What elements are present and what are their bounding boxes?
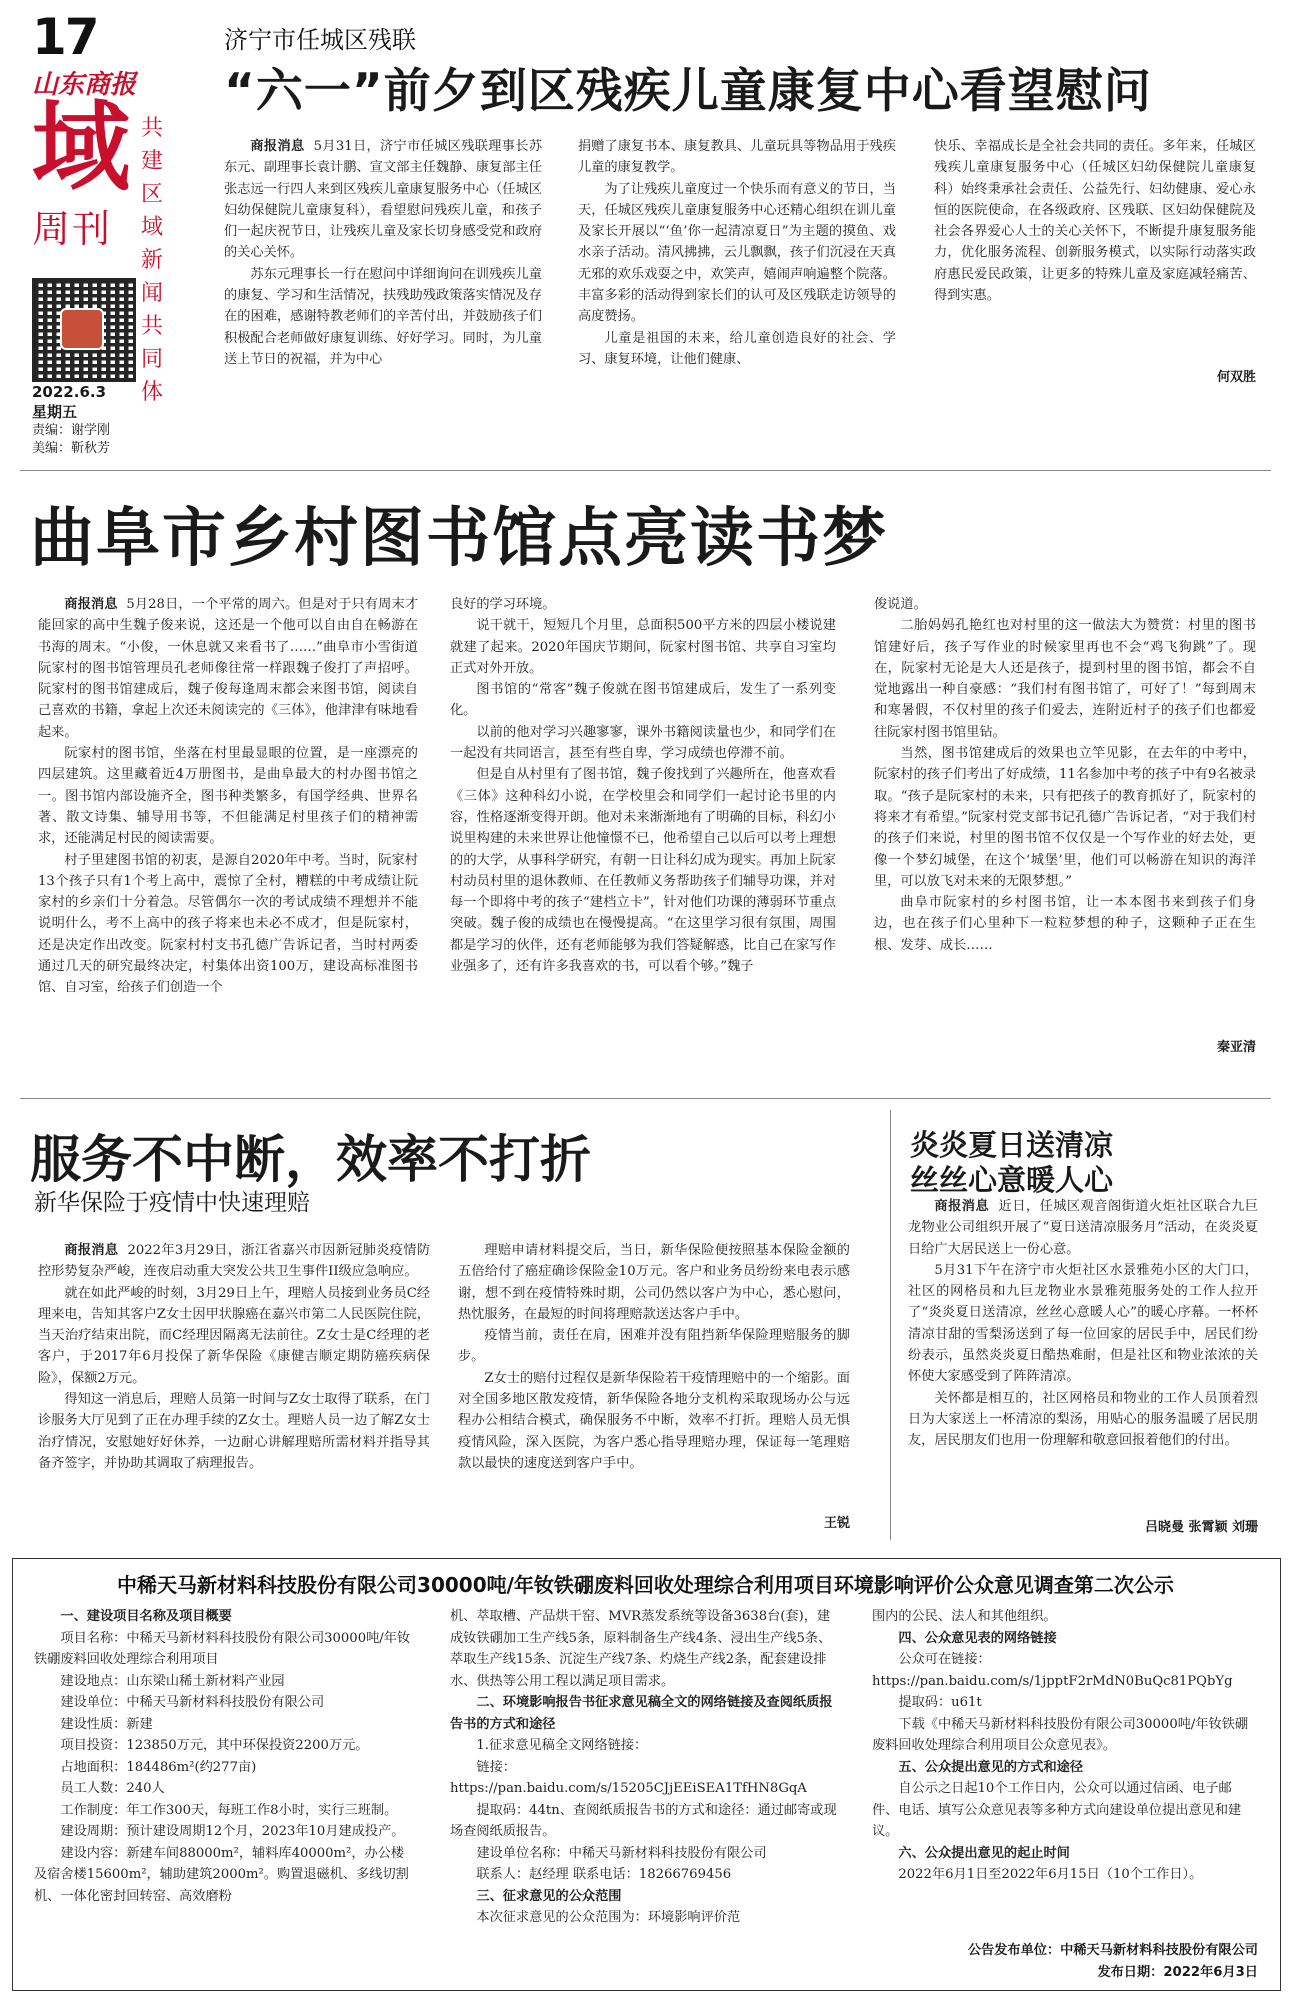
article3-para: 就在如此严峻的时刻，3月29日上午，理赔人员接到业务员C经理来电，告知其客户Z女士因甲状腺癌在嘉兴市第二人民医院住院，当天治疗结束出院，而C经理因隔离无法前往。Z女士是C经理的老客户，于2017年6月投保了新华保险《康健吉顺定期防癌疾病保险》，保额2万元。 xyxy=(38,1285,430,1386)
article2-para: 二胎妈妈孔艳红也对村里的这一做法大为赞赏：村里的图书馆建好后，孩子写作业的时候家里再也不会“鸡飞狗跳”了。现在，阮家村无论是大人还是孩子，提到村里的图书馆，都会不自觉地露出一种自豪感：“我们村有图书馆了，可好了！”每到周末和寒暑假，不仅村里的孩子们爱去，连附近村子的孩子们也都爱往阮家村图书馆里钻。 xyxy=(874,618,1256,740)
article2-para: 俊说道。 xyxy=(874,597,927,612)
notice-para: 建设内容：新建车间88000m²，辅料库40000m²，办公楼及宿舍楼15600m²，辅助建筑2000m²。购置退磁机、多线切割机、一体化密封回转窑、高效磨粉 xyxy=(34,1845,409,1904)
article4-para: 关怀都是相互的，社区网格员和物业的工作人员顶着烈日为大家送上一杯清凉的梨汤，用贴心的服务温暖了居民朋友，居民朋友们也用一份理解和敬意回报着他们的付出。 xyxy=(908,1390,1258,1449)
para-text: 近日，任城区观音阁街道火炬社区联合九巨龙物业公司组织开展了“夏日送清凉服务月”活动，在炎炎夏日给广大居民送上一份心意。 xyxy=(908,1199,1259,1257)
notice-publish-date: 发布日期：2022年6月3日 xyxy=(1097,1965,1258,1980)
article2-para: 良好的学习环境。 xyxy=(450,597,556,612)
article2-para: 村子里建图书馆的初衷，是源自2020年中考。当时，阮家村13个孩子只有1个考上高中，震惊了全村，糟糕的中考成绩让阮家村的乡亲们十分着急。尽管偶尔一次的考试成绩不理想并不能说明什么，考不上高中的孩子将来也未必不成才，但是阮家村，还是决定作出改变。阮家村村支书孔德广告诉记者，当时村两委通过几天的研究最终决定，村集体出资100万，建设高标准图书馆、自习室，给孩子们创造一个 xyxy=(38,852,418,996)
article2-para: 说干就干，短短几个月里，总面积500平方米的四层小楼说建就建了起来。2020年国庆节期间，阮家村图书馆、共享自习室均正式对外开放。 xyxy=(450,618,836,676)
para-text: 5月28日，一个平常的周六。但是对于只有周末才能回家的高中生魏子俊来说，这还是一个他可以自由自在畅游在书海的周末。“小俊，一休息就又来看书了……”曲阜市小雪街道阮家村的图书馆管理员孔老师像往常一样跟魏子俊打了声招呼。阮家村的图书馆建成后，魏子俊每逢周末都会来图书馆，阅读自己喜欢的书籍，拿起上次还未阅读完的《三体》，他津津有味地看起来。 xyxy=(38,597,419,740)
notice-section-heading: 三、征求意见的公众范围 xyxy=(476,1888,622,1904)
article1-headline[interactable]: “六一”前夕到区残疾儿童康复中心看望慰问 xyxy=(224,64,1152,119)
notice-para: 项目投资：123850万元，其中环保投资2200万元。 xyxy=(60,1738,369,1753)
article2-para: 以前的他对学习兴趣寥寥，课外书籍阅读量也少，和同学们在一起没有共同语言，甚至有些自卑，学习成绩也停滞不前。 xyxy=(450,724,836,762)
notice-title[interactable]: 中稀天马新材料科技股份有限公司30000吨/年钕铁硼废料回收处理综合利用项目环境影响评价公众意见调查第二次公示 xyxy=(117,1573,1174,1597)
paper-name: 山东商报 xyxy=(32,70,137,100)
notice-publisher: 公告发布单位：中稀天马新材料科技股份有限公司 xyxy=(967,1943,1258,1958)
article3-para: 疫情当前，责任在肩，困难并没有阻挡新华保险理赔服务的脚步。 xyxy=(458,1328,850,1365)
notice-para: 员工人数：240人 xyxy=(60,1781,165,1796)
article2-para xyxy=(38,594,418,743)
article1-para: 苏东元理事长一行在慰问中详细询问在训残疾儿童的康复、学习和生活情况，扶残助残政策落实情况及存在的困难，感谢特教老师们的辛苦付出，并鼓励孩子们积极配合老师做好康复训练、好好学习。同时，为儿童送上节日的祝福，并为中心 xyxy=(224,266,542,367)
article1-para xyxy=(224,136,542,264)
article2-headline[interactable]: 曲阜市乡村图书馆点亮读书梦 xyxy=(30,502,888,576)
article3-headline[interactable]: 服务不中断，效率不打折 xyxy=(30,1131,592,1190)
notice-col2 xyxy=(450,1606,840,1929)
article1-col1 xyxy=(224,136,542,370)
notice-para: 2022年6月1日至2022年6月15日（10个工作日）。 xyxy=(898,1867,1203,1882)
lead-label: 商报消息 xyxy=(250,139,305,154)
article2-col1 xyxy=(38,594,418,999)
notice-para: 围内的公民、法人和其他组织。 xyxy=(872,1609,1057,1624)
article4-para xyxy=(908,1196,1258,1260)
article1-byline: 何双胜 xyxy=(1216,370,1256,385)
article4-headline-line1[interactable]: 炎炎夏日送清凉 xyxy=(910,1128,1114,1162)
notice-col1 xyxy=(34,1606,414,1907)
article2-para: 当然，图书馆建成后的效果也立竿见影，在去年的中考中，阮家村的孩子们考出了好成绩，11名参加中考的孩子中有9名被录取。“孩子是阮家村的未来，只有把孩子的教育抓好了，阮家村的将来才有希望。”阮家村党支部书记孔德广告诉记者，“对于我们村的孩子们来说，村里的图书馆不仅仅是一个写作业的好去处，更像一个梦幻城堡，在这个‘城堡’里，他们可以畅游在知识的海洋里，可以放飞对未来的无限梦想。” xyxy=(874,746,1256,889)
notice-para: 提取码：u61t xyxy=(898,1695,982,1710)
notice-para: 建设单位：中稀天马新材料科技股份有限公司 xyxy=(60,1695,325,1710)
credits xyxy=(32,422,110,458)
article1-col3 xyxy=(934,136,1256,306)
date-text: 2022.6.3 xyxy=(32,383,107,401)
designer-credit: 美编：靳秋芳 xyxy=(32,441,111,456)
article3-para: 得知这一消息后，理赔人员第一时间与Z女士取得了联系，在门诊服务大厅见到了正在办理手续的Z女士。理赔人员一边了解Z女士治疗情况，安慰她好好休养，一边耐心讲解理赔所需材料并指导其备齐签字，并协助其调取了病理报告。 xyxy=(38,1392,430,1471)
article3-col2 xyxy=(458,1240,850,1474)
lead-label: 商报消息 xyxy=(64,1243,119,1258)
weekday-text: 星期五 xyxy=(32,403,78,421)
notice-para: 建设性质：新建 xyxy=(60,1716,153,1732)
lead-label: 商报消息 xyxy=(934,1199,990,1214)
article3-col1 xyxy=(38,1240,430,1474)
notice-para: 链接：https://pan.baidu.com/s/15205CJjEEiSEA1TfHN8GqA xyxy=(450,1759,807,1796)
weekly-label: 周刊 xyxy=(32,207,113,251)
notice-section-heading: 四、公众意见表的网络链接 xyxy=(898,1630,1057,1646)
editor-credit: 责编：谢学刚 xyxy=(32,423,111,438)
notice-para: 自公示之日起10个工作日内，公众可以通过信函、电子邮件、电话、填写公众意见表等多种方式向建设单位提出意见和建议。 xyxy=(872,1781,1242,1839)
article4-para: 5月31下午在济宁市火炬社区水景雅苑小区的大门口，社区的网格员和九巨龙物业水景雅苑服务处的工作人拉开了“炎炎夏日送清凉，丝丝心意暖人心”的暖心序幕。一杯杯清凉甘甜的雪梨汤送到了每一位回家的居民手中，居民们纷纷表示，虽然炎炎夏日酷热难耐，但是社区和物业浓浓的关怀使大家感受到了阵阵清凉。 xyxy=(908,1262,1258,1385)
article2-para: 图书馆的“常客”魏子俊就在图书馆建成后，发生了一系列变化。 xyxy=(450,682,836,719)
notice-section-heading: 一、建设项目名称及项目概要 xyxy=(60,1609,232,1624)
notice-col3 xyxy=(872,1606,1256,1886)
notice-para: 1.征求意见稿全文网络链接： xyxy=(476,1738,648,1753)
notice-para: 提取码：44tn、查阅纸质报告书的方式和途径：通过邮寄或现场查阅纸质报告。 xyxy=(450,1802,837,1839)
notice-para: 占地面积：184486m²(约277亩) xyxy=(60,1759,257,1775)
divider xyxy=(20,1098,1271,1099)
article3-para xyxy=(38,1240,430,1283)
notice-para: 建设地点：山东梁山稀土新材料产业园 xyxy=(60,1673,285,1689)
para-text: 5月31日，济宁市任城区残联理事长苏东元、副理事长袁计鹏、宣文部主任魏静、康复部主任张志远一行四人来到区残疾儿童康复服务中心（任城区妇幼保健院儿童康复科），看望慰问残疾儿童，和孩子们一起庆祝节日，让残疾儿童及家长切身感受党和政府的关心关怀。 xyxy=(224,139,543,261)
notice-section-heading: 五、公众提出意见的方式和途径 xyxy=(898,1759,1084,1775)
section-logo: 域 xyxy=(32,91,131,205)
notice-para: 本次征求意见的公众范围为：环境影响评价范 xyxy=(476,1910,741,1925)
article2-para: 曲阜市阮家村的乡村图书馆，让一本本图书来到孩子们身边，也在孩子们心里种下一粒粒梦想的种子，这颗种子正在生根、发芽、成长…… xyxy=(874,895,1256,953)
article2-para: 但是自从村里有了图书馆，魏子俊找到了兴趣所在，他喜欢看《三体》这种科幻小说，在学校里会和同学们一起讨论书里的内容，性格逐渐变得开朗。他对未来渐渐地有了明确的目标，科幻小说里构建的未来世界让他憧憬不已，他希望自己以后可以考上理想的的大学，从事科学研究，有朝一日让科幻成为现实。再加上阮家村动员村里的退休教师、在任教师义务帮助孩子们辅导功课，并对每一个即将中考的孩子“建档立卡”，针对他们功课的薄弱环节重点突破。魏子俊的成绩也在慢慢提高。“在这里学习很有氛围，周围都是学习的伙伴，还有老师能够为我们答疑解惑，比自己在家写作业强多了，还有许多我喜欢的书，可以看个够。”魏子 xyxy=(450,767,836,975)
notice-section-heading: 二、环境影响报告书征求意见稿全文的网络链接及查阅纸质报告书的方式和途径 xyxy=(450,1695,833,1732)
article3-subhead: 新华保险于疫情中快速理赔 xyxy=(34,1190,310,1216)
column-rule xyxy=(890,1110,891,1540)
article1-para: 儿童是祖国的未来，给儿童创造良好的社会、学习、康复环境，让他们健康、 xyxy=(578,330,896,367)
article2-para: 阮家村的图书馆，坐落在村里最显眼的位置，是一座漂亮的四层建筑。这里藏着近4万册图书，是曲阜最大的村办图书馆之一。图书馆内部设施齐全，图书种类繁多，有国学经典、世界名著、散文诗集、辅导用书等，不但能满足村里孩子们的精神需求，还能满足村民的阅读需要。 xyxy=(38,746,418,847)
article2-col2 xyxy=(450,594,836,977)
para-text: 2022年3月29日，浙江省嘉兴市因新冠肺炎疫情防控形势复杂严峻，连夜启动重大突发公共卫生事件II级应急响应。 xyxy=(38,1243,431,1280)
notice-para: 建设周期：预计建设周期12个月，2023年10月建成投产。 xyxy=(60,1824,405,1839)
notice-para: 下载《中稀天马新材料科技股份有限公司30000吨/年钕铁硼废料回收处理综合利用项目公众意见表》。 xyxy=(872,1716,1249,1753)
notice-section-heading: 六、公众提出意见的起止时间 xyxy=(898,1845,1070,1861)
notice-para: 公众可在链接：https://pan.baidu.com/s/1jpptF2rMdN0BuQc81PQbYg xyxy=(872,1652,1233,1689)
divider xyxy=(20,470,1271,471)
notice-para: 工作制度：年工作300天，每班工作8小时，实行三班制。 xyxy=(60,1802,398,1818)
article1-para: 捐赠了康复书本、康复教具、儿童玩具等物品用于残疾儿童的康复教学。 xyxy=(578,139,896,176)
notice-para: 建设单位名称：中稀天马新材料科技股份有限公司 xyxy=(476,1845,767,1861)
article2-col3 xyxy=(874,594,1256,956)
article4-headline-line2[interactable]: 丝丝心意暖人心 xyxy=(910,1163,1114,1197)
article4-body xyxy=(908,1196,1258,1452)
section-slogan: 共建区域新闻共同体 xyxy=(140,116,163,405)
article1-para: 快乐、幸福成长是全社会共同的责任。多年来，任城区残疾儿童康复服务中心（任城区妇幼保健院儿童康复科）始终秉承社会责任、公益先行、妇幼健康、爱心永恒的医院使命，在各级政府、区残联、区妇幼保健院及社会各界爱心人士的关心关怀下，不断提升康复服务能力，优化服务流程、创新服务模式，以实际行动落实政府惠民爱民政策，让更多的特殊儿童及家庭减轻痛苦、得到实惠。 xyxy=(934,139,1256,304)
article2-byline: 秦亚清 xyxy=(1216,1040,1256,1055)
lead-label: 商报消息 xyxy=(64,597,118,612)
mascot-icon xyxy=(60,308,104,350)
notice-para: 机、萃取槽、产品烘干窑、MVR蒸发系统等设备3638台(套)，建成钕铁硼加工生产线5条，原料制备生产线4条、浸出生产线5条、萃取生产线15条、沉淀生产线7条、灼烧生产线2条，配套建设排水、供热等公用工程以满足项目需求。 xyxy=(450,1609,832,1689)
notice-para: 项目名称：中稀天马新材料科技股份有限公司30000吨/年钕铁硼废料回收处理综合利用项目 xyxy=(34,1630,411,1667)
page-number: 17 xyxy=(32,8,98,66)
article1-col2 xyxy=(578,136,896,370)
article1-kicker: 济宁市任城区残联 xyxy=(224,26,416,54)
article3-para: Z女士的赔付过程仅是新华保险若干疫情理赔中的一个缩影。面对全国多地区散发疫情，新华保险各地分支机构采取现场办公与远程办公相结合模式，确保服务不中断，效率不打折。理赔人员无惧疫情风险，深入医院，为客户悉心指导理赔办理，保证每一笔理赔款以最快的速度送到客户手中。 xyxy=(458,1370,850,1471)
article3-para: 理赔申请材料提交后，当日，新华保险便按照基本保险金额的五倍给付了癌症确诊保险金10万元。客户和业务员纷纷来电表示感谢，想不到在疫情特殊时期，公司仍然以客户为中心，悉心慰问，热忱服务，在最短的时间将理赔款送达客户手中。 xyxy=(458,1243,850,1322)
notice-para: 联系人：赵经理 联系电话：18266769456 xyxy=(476,1867,732,1882)
article1-para: 为了让残疾儿童度过一个快乐而有意义的节日，当天，任城区残疾儿童康复服务中心还精心组织在训儿童及家长开展以“‘鱼’你一起清凉夏日”为主题的摸鱼、戏水亲子活动。清风拂拂，云儿飘飘，孩子们沉浸在天真无邪的欢乐戏耍之中，欢笑声，嬉闹声响遍整个院落。丰富多彩的活动得到家长们的认可及区残联走访领导的高度赞扬。 xyxy=(578,181,896,325)
article3-byline: 王锐 xyxy=(823,1516,850,1531)
issue-date xyxy=(32,382,106,422)
article4-byline: 吕晓曼 张霄颖 刘珊 xyxy=(1144,1520,1258,1535)
